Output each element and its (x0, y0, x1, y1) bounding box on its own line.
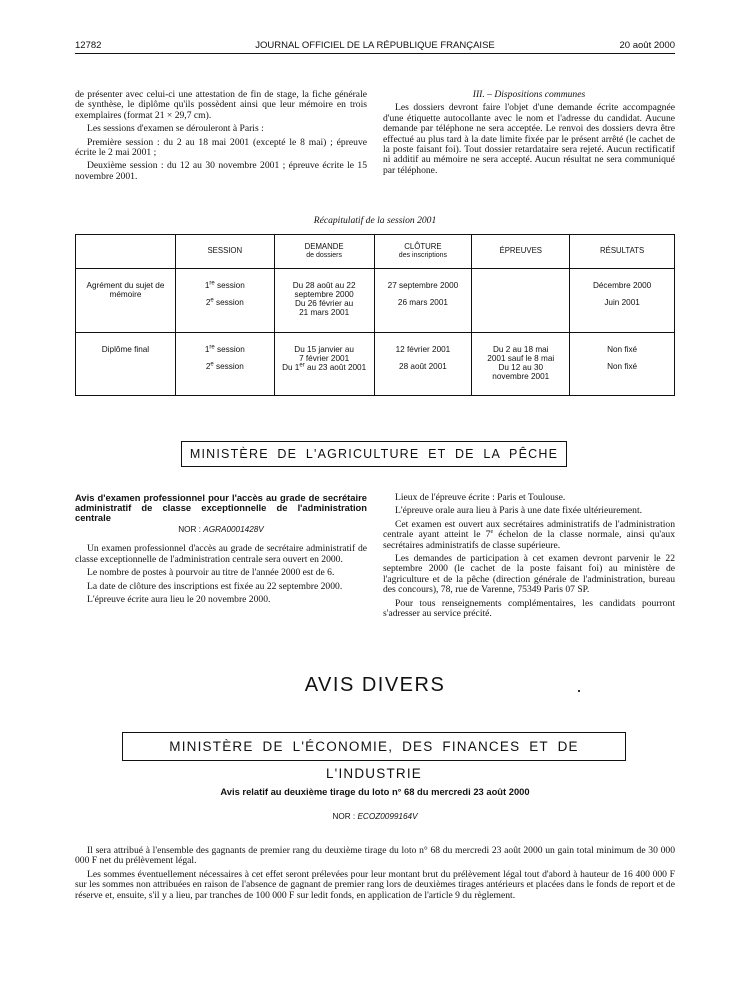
cloture-1: 27 septembre 2000 (387, 281, 459, 290)
paragraph: Lieux de l'épreuve écrite : Paris et Toulouse. (395, 492, 566, 503)
left-column (75, 90, 367, 185)
ministry-agriculture-heading: MINISTÈRE DE L'AGRICULTURE ET DE LA PÊCHE (181, 441, 567, 467)
session-sup: re (209, 344, 215, 351)
nor-label: NOR : (178, 525, 204, 535)
paragraph: L'épreuve écrite aura lieu le 20 novembre 2000. (87, 594, 271, 606)
paragraph: L'épreuve orale aura lieu à Paris à une date fixée ultérieurement. (395, 505, 643, 517)
session-sup: re (209, 280, 215, 287)
paragraph: Pour tous renseignements complémentaires, les candidats pourront s'adresser au service précité. (383, 597, 675, 620)
session-num: 1 (204, 281, 210, 290)
avis-divers-heading: AVIS DIVERS (304, 674, 446, 696)
header-cloture-line2: des inscriptions (398, 252, 448, 259)
epreuves-cell (472, 269, 570, 333)
resultats-1: Décembre 2000 (592, 281, 652, 290)
header-demande-line2: de dossiers (306, 252, 343, 259)
paragraph-sup: e (490, 529, 494, 536)
table-header-row (76, 235, 675, 269)
demande-1: Du 15 janvier au 7 février 2001 (294, 345, 354, 363)
demande-2-end: au 23 août 2001 (304, 363, 367, 372)
paragraph: Les demandes de participation à cet examen devront parvenir le 22 septembre 2000 (le cachet de la poste faisant foi) au ministère de l'agriculture et de la pêche (direction générale de l'administration, bureau des concours), 78, rue de Varenne, 75349 Paris 07 SP. (383, 553, 675, 596)
demande-2 (275, 363, 374, 372)
session-cell (175, 269, 274, 333)
paragraph: Les dossiers devront faire l'objet d'une demande écrite accompagnée d'une étiquette autocollante avec le nom et l'adresse du candidat. Aucune demande par téléphone ne sera acceptée. Le renvoi des dossiers devra être effectué au plus tard à la date limite fixée par le présent arrêté (le cachet de la poste faisant foi). Tout dossier retardataire sera rejeté. Aucun rectificatif ni additif au mémoire ne sera accepté. Aucun résultat ne sera communiqué par téléphone. (383, 102, 675, 176)
table-row (76, 269, 675, 333)
paragraph-end: échelon de la classe normale, ainsi qu'aux secrétaires administratifs de classe supérieure. (383, 529, 675, 551)
table-caption: Récapitulatif de la session 2001 (313, 215, 437, 226)
ministry-economie-heading: MINISTÈRE DE L'ÉCONOMIE, DES FINANCES ET DE L'INDUSTRIE (122, 732, 626, 761)
demande-cell (274, 333, 374, 396)
session-table (75, 234, 675, 396)
resultats-2: Juin 2001 (604, 298, 640, 307)
page-number: 12782 (75, 40, 102, 51)
nor-code: ECOZ0099164V (357, 812, 418, 821)
epreuves-1: Du 2 au 18 mai 2001 sauf le 8 mai (487, 345, 555, 363)
session-sup: e (210, 361, 214, 368)
right-column (383, 90, 675, 179)
session-2 (176, 298, 274, 307)
session-2 (176, 362, 274, 371)
paragraph: Les sommes éventuellement nécessaires à cet effet seront prélevées pour leur montant brut du prélèvement légal tout d'abord à hauteur de 16 400 000 F sur les sommes non attribuées en raison de l'absence de gagnant de premier rang lors de deuxièmes tirages antérieurs et placées dans le fonds de report et de réserve et, ensuite, s'il y a lieu, par tranches de 100 000 F sur ledit fonds, en application de l'article 9 du règlement. (75, 868, 675, 901)
session-word: session (214, 345, 245, 354)
session-cell (175, 333, 274, 396)
session-1 (176, 281, 274, 290)
paragraph: de présenter avec celui-ci une attestation de fin de stage, la fiche générale de synthèse, le diplôme qu'ils possèdent ainsi que leur mémoire en trois exemplaires (format 21 × 29,7 cm). (75, 89, 367, 121)
notice-loto-body (75, 846, 675, 904)
table-row (76, 333, 675, 396)
header-cloture (374, 235, 472, 269)
notice-agriculture-left (75, 493, 367, 608)
header-epreuves: ÉPREUVES (472, 235, 570, 269)
paragraph: Un examen professionnel d'accès au grade de secrétaire administratif de classe exceptionnelle de l'administration centrale sera ouvert en 2000. (75, 543, 367, 565)
demande-2-sup: er (299, 362, 305, 369)
row-label (76, 269, 176, 333)
demande-2: Du 26 février au 21 mars 2001 (294, 299, 354, 317)
header-empty (76, 235, 176, 269)
session-num: 1 (204, 345, 210, 354)
session-word: session (213, 298, 244, 307)
resultats-2: Non fixé (607, 362, 638, 371)
resultats-cell (570, 269, 675, 333)
cloture-1: 12 février 2001 (395, 345, 451, 354)
session-sup: e (210, 297, 214, 304)
demande-cell (274, 269, 374, 333)
cloture-cell (374, 269, 472, 333)
section-title: III. – Dispositions communes (472, 89, 586, 100)
ink-dot (578, 690, 580, 692)
paragraph (383, 520, 675, 551)
notice-title: Avis d'examen professionnel pour l'accès au grade de secrétaire administratif de classe exceptionnelle de l'administration centrale (75, 492, 367, 523)
header-session: SESSION (175, 235, 274, 269)
header-demande-line1: DEMANDE (304, 241, 344, 251)
header-cloture-line1: CLÔTURE (404, 241, 442, 251)
header-demande (274, 235, 374, 269)
row-label: Diplôme final (76, 333, 176, 396)
nor-reference (75, 812, 675, 821)
resultats-cell (570, 333, 675, 396)
demande-1: Du 28 août au 22 septembre 2000 (292, 281, 356, 299)
session-num: 2 (205, 298, 211, 307)
paragraph: Deuxième session : du 12 au 30 novembre 2001 ; épreuve écrite le 15 novembre 2001. (75, 160, 367, 182)
cloture-2: 26 mars 2001 (397, 298, 448, 307)
nor-code: AGRA0001428V (203, 525, 264, 535)
header-resultats: RÉSULTATS (570, 235, 675, 269)
demande-2-start: Du 1 (282, 363, 300, 372)
epreuves-2: Du 12 au 30 novembre 2001 (492, 363, 550, 381)
session-num: 2 (205, 362, 211, 371)
paragraph: Les sessions d'examen se dérouleront à Paris : (87, 123, 264, 135)
paragraph: Il sera attribué à l'ensemble des gagnants de premier rang du deuxième tirage du loto n° 68 du mercredi 23 août 2000 un gain total minimum de 30 000 000 F net du prélèvement légal. (75, 845, 675, 867)
cloture-2: 28 août 2001 (399, 362, 447, 371)
notice-agriculture-right (383, 493, 675, 622)
paragraph: Le nombre de postes à pourvoir au titre de l'année 2000 est de 6. (87, 567, 335, 579)
session-1 (176, 345, 274, 354)
notice-title: Avis relatif au deuxième tirage du loto n° 68 du mercredi 23 août 2000 (220, 786, 530, 797)
nor-reference (75, 525, 367, 534)
epreuves-cell (472, 333, 570, 396)
paragraph-start: Cet examen est ouvert aux secrétaires administratifs de l'administration centrale ayant atteint le 7 (383, 518, 675, 541)
paragraph: Première session : du 2 au 18 mai 2001 (excepté le 8 mai) ; épreuve écrite le 2 mai 2001 ; (75, 136, 367, 159)
header-date: 20 août 2000 (619, 40, 675, 51)
nor-label: NOR : (332, 812, 358, 821)
session-word: session (213, 362, 244, 371)
resultats-1: Non fixé (607, 345, 638, 354)
paragraph: La date de clôture des inscriptions est fixée au 22 septembre 2000. (87, 580, 343, 592)
cloture-cell (374, 333, 472, 396)
row-label-text: Agrément du sujet de mémoire (86, 281, 165, 299)
header-rule (75, 53, 675, 54)
session-word: session (214, 281, 245, 290)
journal-title: JOURNAL OFFICIEL DE LA RÉPUBLIQUE FRANÇAISE (255, 40, 495, 51)
